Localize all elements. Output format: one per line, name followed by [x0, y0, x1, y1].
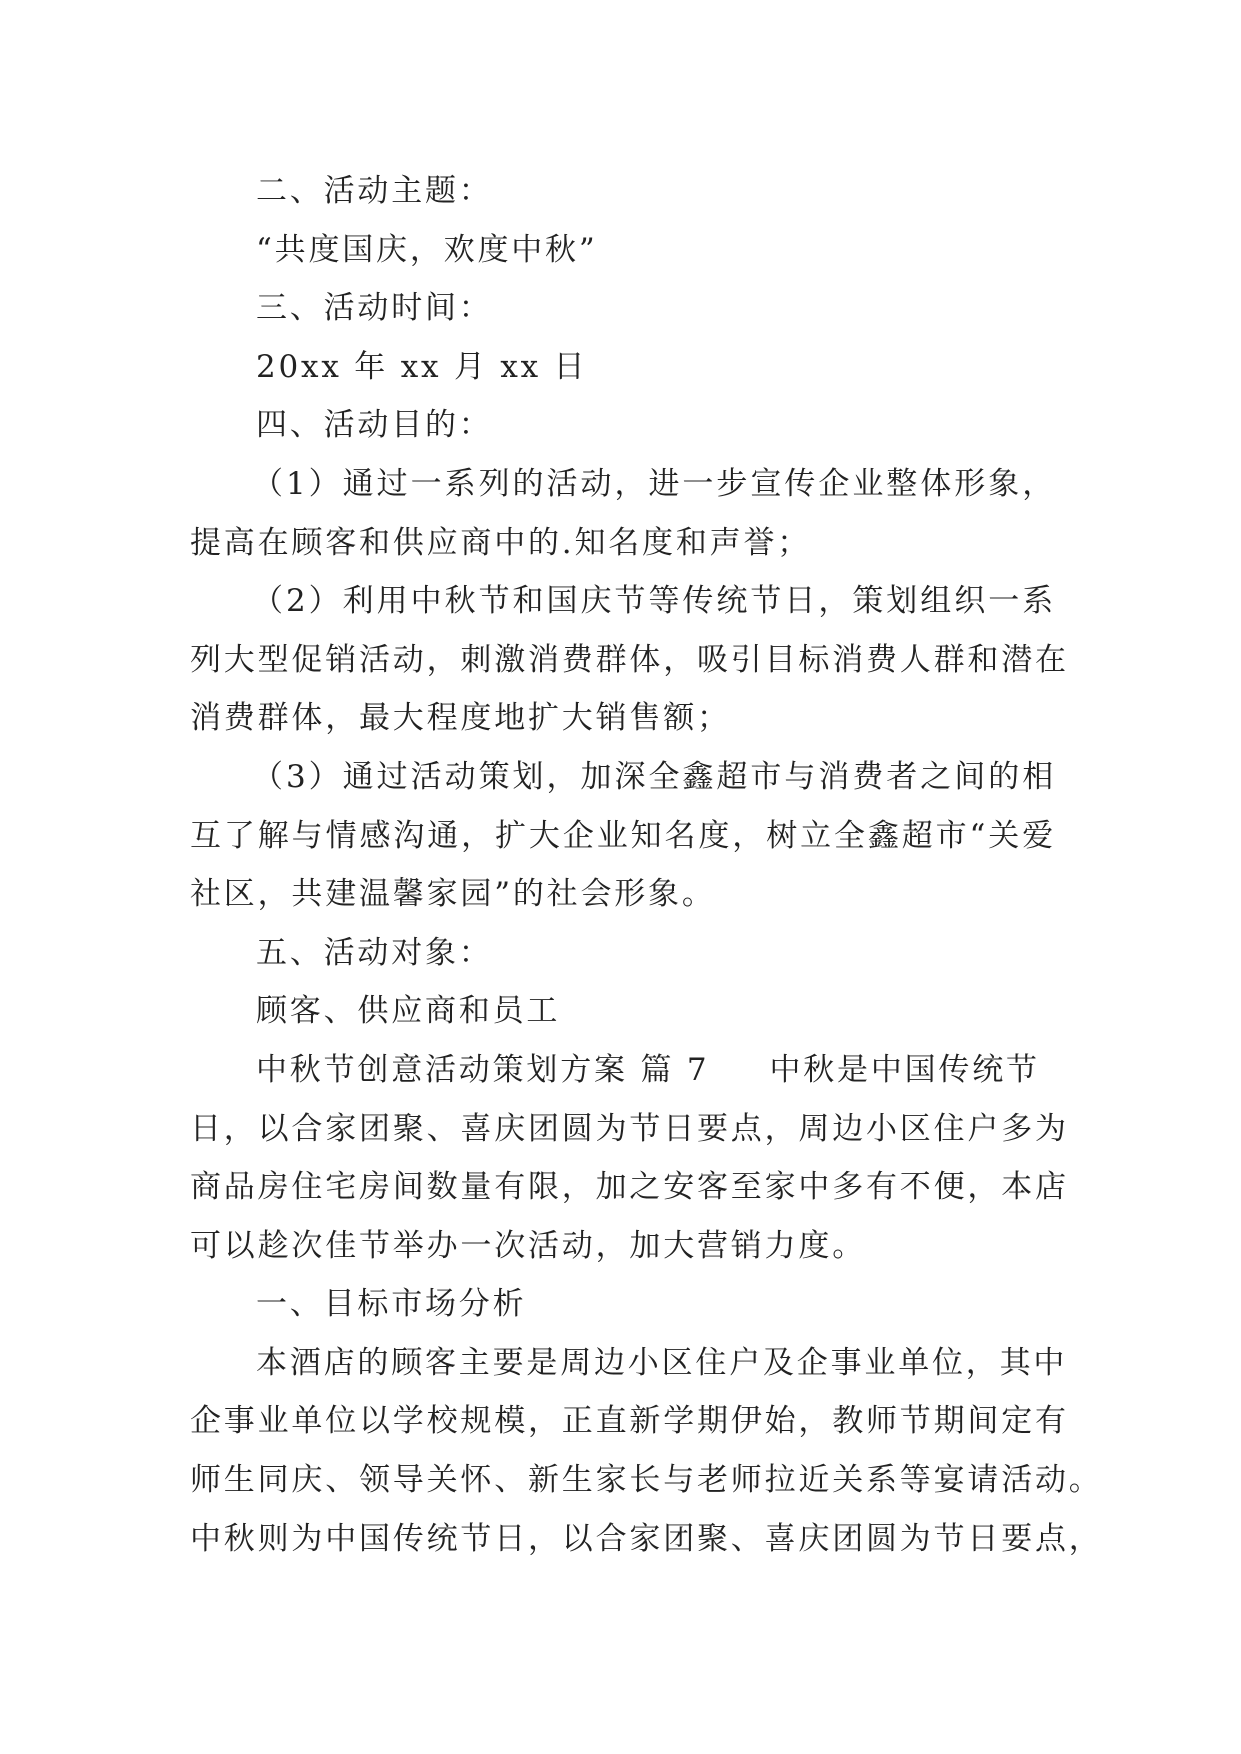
purpose-2-line-2: 列大型促销活动，刺激消费群体，吸引目标消费人群和潜在	[190, 641, 1069, 678]
activity-time-text: 20xx 年 xx 月 xx 日	[256, 348, 588, 385]
purpose-2-line-3: 消费群体，最大程度地扩大销售额；	[190, 700, 731, 737]
heading-activity-purpose: 四、活动目的：	[256, 407, 493, 444]
activity-theme-text: “共度国庆，欢度中秋”	[256, 231, 598, 268]
market-line-2: 企事业单位以学校规模，正直新学期伊始，教师节期间定有	[190, 1403, 1069, 1440]
intro-line-1-tail: 中秋是中国传统节	[769, 1051, 1040, 1088]
market-line-1: 本酒店的顾客主要是周边小区住户及企事业单位，其中	[256, 1344, 1068, 1381]
market-line-4: 中秋则为中国传统节日，以合家团聚、喜庆团圆为节日要点，	[190, 1520, 1103, 1557]
intro-line-3: 商品房住宅房间数量有限，加之安客至家中多有不便，本店	[190, 1169, 1069, 1206]
section-intro-line-1	[190, 1041, 1056, 1100]
intro-line-4: 可以趁次佳节举办一次活动，加大营销力度。	[190, 1227, 866, 1264]
purpose-1-line-2: 提高在顾客和供应商中的.知名度和声誉；	[190, 524, 812, 561]
purpose-3-line-3: 社区，共建温馨家园”的社会形象。	[190, 876, 716, 913]
heading-activity-target: 五、活动对象：	[256, 934, 493, 971]
market-line-3: 师生同庆、领导关怀、新生家长与老师拉近关系等宴请活动。	[190, 1462, 1103, 1499]
heading-activity-time: 三、活动时间：	[256, 290, 493, 327]
activity-target-text: 顾客、供应商和员工	[256, 993, 561, 1030]
document-body	[190, 162, 1103, 1568]
intro-line-2: 日，以合家团聚、喜庆团圆为节日要点，周边小区住户多为	[190, 1110, 1069, 1147]
heading-activity-theme: 二、活动主题：	[256, 173, 493, 209]
purpose-2-line-1: （2）利用中秋节和国庆节等传统节日，策划组织一系	[252, 583, 1056, 620]
section-title: 中秋节创意活动策划方案 篇 7	[256, 1051, 710, 1088]
purpose-1-line-1: （1）通过一系列的活动，进一步宣传企业整体形象，	[252, 465, 1056, 502]
heading-market-analysis: 一、目标市场分析	[256, 1286, 527, 1323]
purpose-3-line-1: （3）通过活动策划，加深全鑫超市与消费者之间的相	[252, 758, 1056, 795]
purpose-3-line-2: 互了解与情感沟通，扩大企业知名度，树立全鑫超市“关爱	[190, 817, 1056, 854]
